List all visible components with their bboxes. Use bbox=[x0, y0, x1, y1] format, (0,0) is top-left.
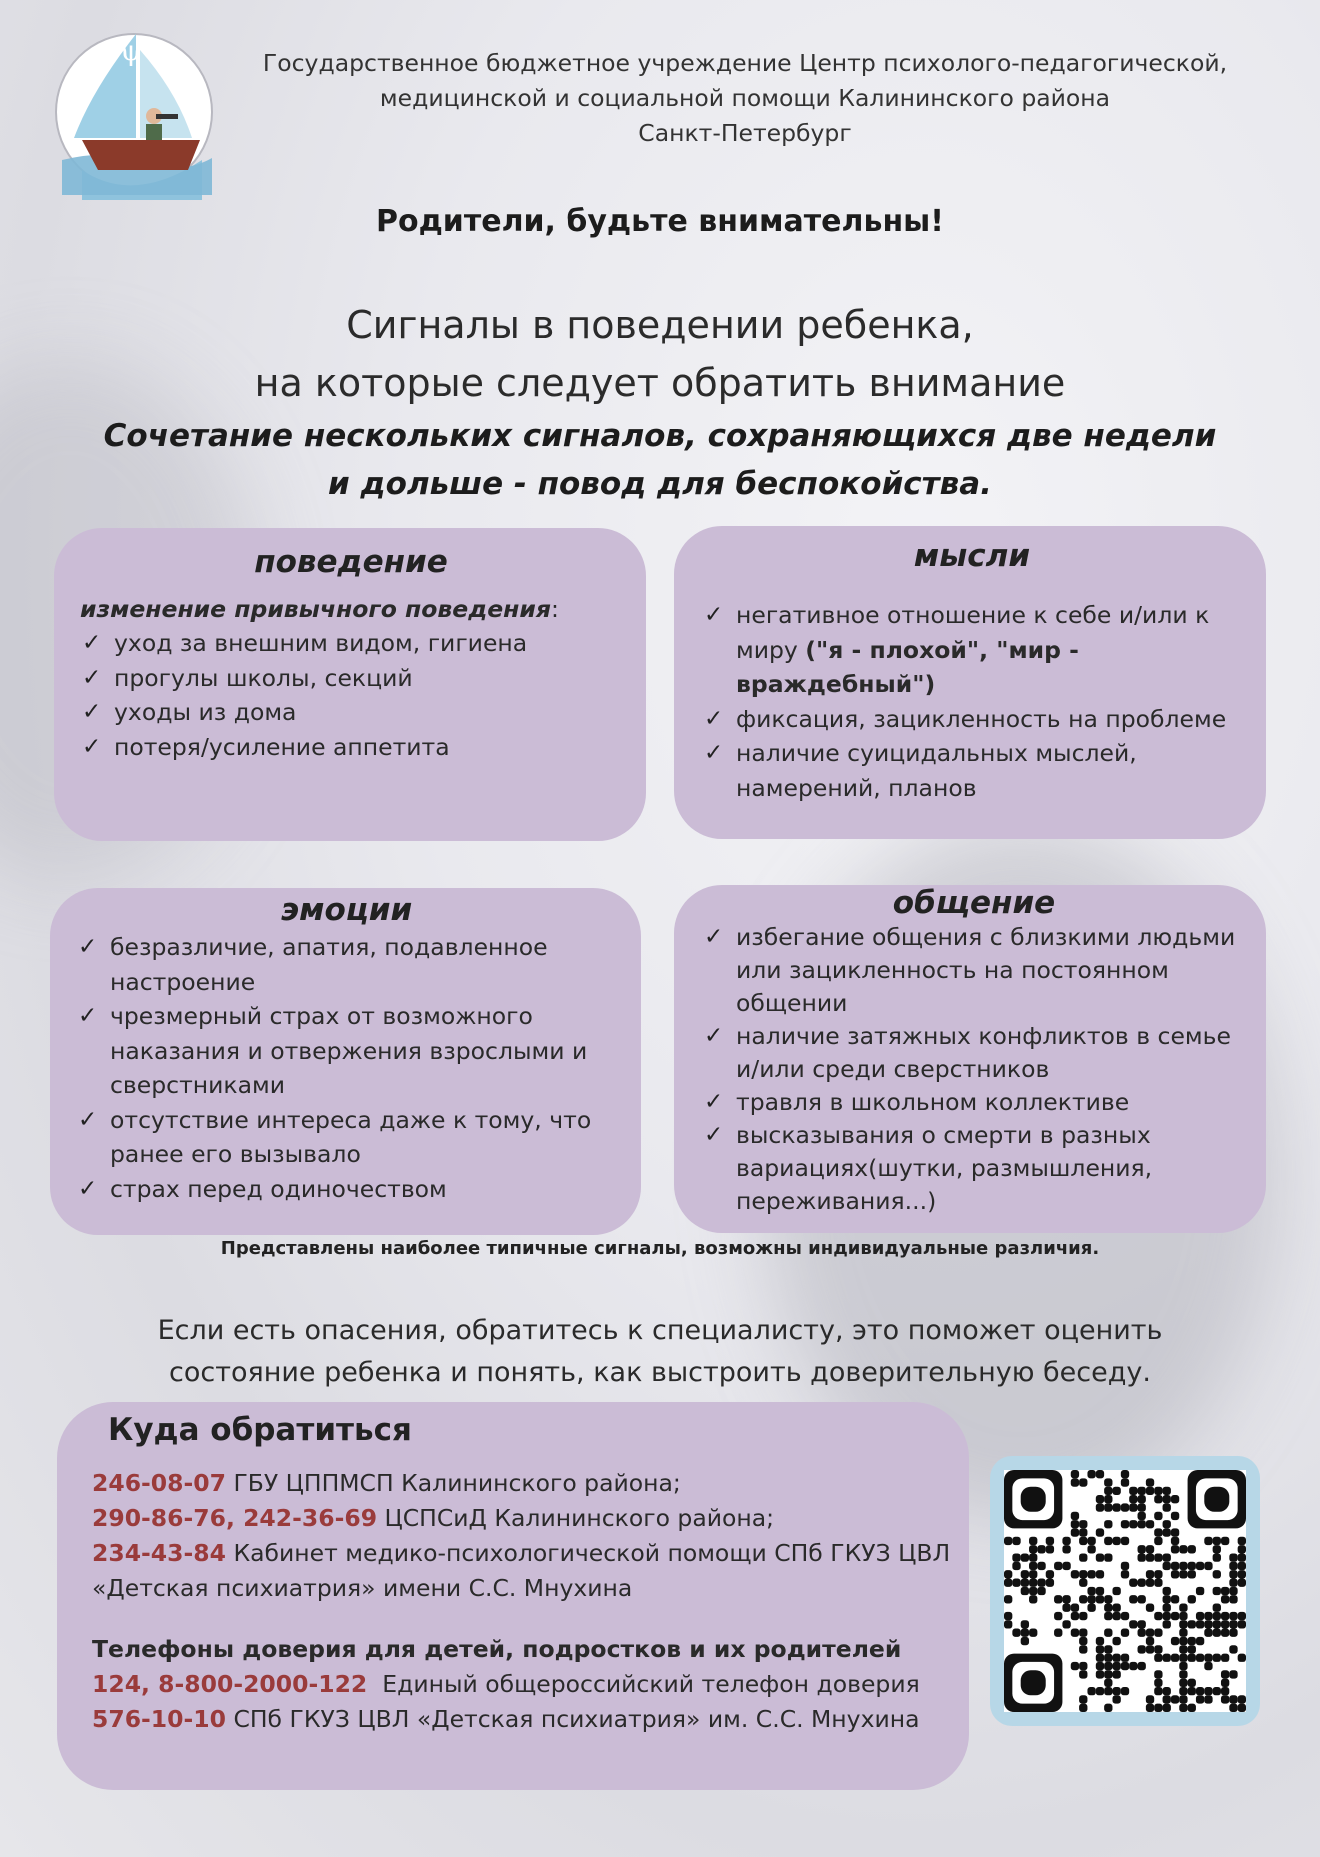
svg-text:ψ: ψ bbox=[120, 34, 142, 67]
card-title: общение bbox=[892, 885, 1056, 921]
phone-number[interactable]: 234-43-84 bbox=[92, 1539, 226, 1567]
subtitle bbox=[0, 412, 1320, 508]
behavior-list bbox=[80, 626, 622, 764]
title-line: Сигналы в поведении ребенка, bbox=[346, 303, 974, 347]
list-item: ✓ прогулы школы, секций bbox=[80, 661, 622, 696]
card-title: мысли bbox=[913, 538, 1031, 574]
intro-suffix: : bbox=[550, 595, 559, 623]
card-title: эмоции bbox=[280, 892, 413, 928]
phone-number[interactable]: 576-10-10 bbox=[92, 1705, 226, 1733]
contact-description: ЦСПСиД Калининского района; bbox=[377, 1504, 775, 1532]
thoughts-list bbox=[702, 598, 1242, 805]
list-item: ✓ уход за внешним видом, гигиена bbox=[80, 626, 622, 661]
phone-number[interactable]: 246-08-07 bbox=[92, 1469, 226, 1497]
item-emphasis: ("я - плохой", "мир - враждебный") bbox=[736, 635, 1079, 698]
list-item bbox=[702, 598, 1242, 702]
organization-header bbox=[250, 46, 1240, 151]
phone-number[interactable]: 290-86-76, 242-36-69 bbox=[92, 1504, 378, 1532]
list-item: ✓ высказывания о смерти в разных вариациях(шутки, размышления, переживания...) bbox=[702, 1119, 1246, 1218]
contacts-list bbox=[92, 1466, 962, 1737]
contact-description: ГБУ ЦППМСП Калининского района; bbox=[225, 1469, 681, 1497]
page-title bbox=[0, 296, 1320, 412]
org-line: Государственное бюджетное учреждение Центр психолого-педагогической, bbox=[262, 49, 1228, 77]
hotline-description: Единый общероссийский телефон доверия bbox=[367, 1670, 920, 1698]
subtitle-line: Сочетание нескольких сигналов, сохраняющихся две недели bbox=[103, 418, 1217, 454]
qr-code-frame bbox=[990, 1456, 1260, 1726]
list-item: ✓ наличие затяжных конфликтов в семье и/или среди сверстников bbox=[702, 1020, 1246, 1086]
contact-entry bbox=[92, 1501, 962, 1536]
list-item: ✓ избегание общения с близкими людьми или зацикленность на постоянном общении bbox=[702, 921, 1246, 1020]
item-text: негативное отношение к себе и/или к миру bbox=[736, 601, 1210, 664]
list-item: ✓ уходы из дома bbox=[80, 695, 622, 730]
hotline-entry bbox=[92, 1702, 962, 1737]
card-thoughts bbox=[674, 526, 1266, 839]
hotline-entry bbox=[92, 1667, 962, 1702]
organization-logo bbox=[52, 20, 217, 200]
intro-text: изменение привычного поведения bbox=[80, 595, 551, 623]
advice-line: состояние ребенка и понять, как выстроить доверительную беседу. bbox=[169, 1357, 1151, 1388]
emotions-list bbox=[76, 930, 617, 1206]
list-item: ✓ страх перед одиночеством bbox=[76, 1172, 617, 1207]
hotline-description: СПб ГКУЗ ЦВЛ «Детская психиатрия» им. С.С. Мнухина bbox=[225, 1705, 920, 1733]
hotline-title: Телефоны доверия для детей, подростков и их родителей bbox=[92, 1635, 902, 1663]
list-item: ✓ отсутствие интереса даже к тому, что ранее его вызывало bbox=[76, 1103, 617, 1172]
contacts-card bbox=[57, 1402, 969, 1790]
qr-code-icon bbox=[1004, 1470, 1246, 1712]
contact-description: Кабинет медико-психологической помощи СПб ГКУЗ ЦВЛ bbox=[225, 1539, 951, 1567]
card-communication bbox=[674, 885, 1266, 1233]
list-item: ✓ травля в школьном коллективе bbox=[702, 1086, 1246, 1119]
card-behavior bbox=[54, 528, 646, 841]
qr-code[interactable] bbox=[1004, 1470, 1246, 1712]
disclaimer-note: Представлены наиболее типичные сигналы, возможны индивидуальные различия. bbox=[220, 1238, 1100, 1259]
attention-title: Родители, будьте внимательны! bbox=[375, 204, 944, 239]
card-emotions bbox=[50, 888, 641, 1235]
contacts-title: Куда обратиться bbox=[108, 1412, 412, 1448]
list-item: ✓ безразличие, апатия, подавленное настроение bbox=[76, 930, 617, 999]
contact-entry bbox=[92, 1466, 962, 1501]
list-item: ✓ чрезмерный страх от возможного наказания и отвержения взрослыми и сверстниками bbox=[76, 999, 617, 1103]
org-line: Санкт-Петербург bbox=[638, 119, 852, 147]
advice-line: Если есть опасения, обратитесь к специалисту, это поможет оценить bbox=[157, 1315, 1163, 1346]
phone-number[interactable]: 124, 8-800-2000-122 bbox=[92, 1670, 368, 1698]
org-line: медицинской и социальной помощи Калининского района bbox=[379, 84, 1111, 112]
communication-list bbox=[702, 921, 1246, 1218]
subtitle-line: и дольше - повод для беспокойства. bbox=[328, 466, 992, 502]
contact-entry bbox=[92, 1536, 962, 1571]
card-title: поведение bbox=[254, 544, 448, 580]
list-item: ✓ наличие суицидальных мыслей, намерений, планов bbox=[702, 736, 1242, 805]
list-item: ✓ потеря/усиление аппетита bbox=[80, 730, 622, 765]
list-item: ✓ фиксация, зацикленность на проблеме bbox=[702, 702, 1242, 737]
card-intro bbox=[80, 592, 622, 626]
title-line: на которые следует обратить внимание bbox=[254, 361, 1066, 405]
contact-entry-continuation: «Детская психиатрия» имени С.С. Мнухина bbox=[92, 1574, 633, 1602]
advice-text bbox=[0, 1310, 1320, 1394]
